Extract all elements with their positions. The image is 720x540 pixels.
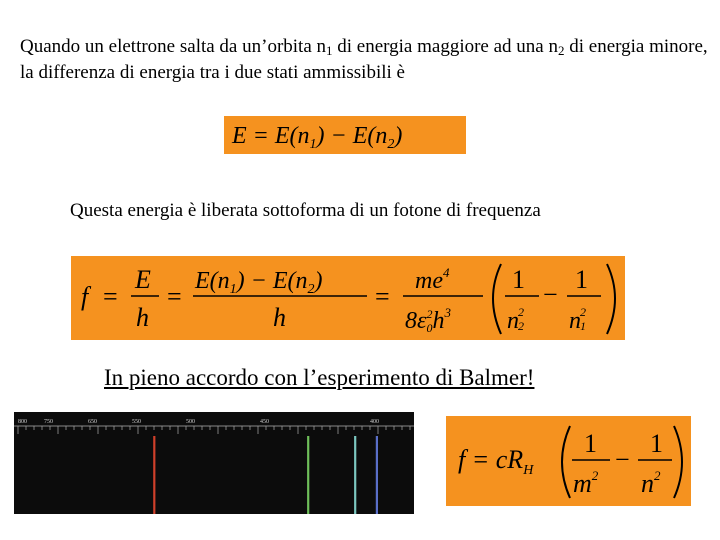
spectrum-scale-label: 550 [132, 419, 141, 425]
svg-text:h: h [273, 303, 286, 332]
svg-text:f = cRH: $f = cR_H$ [458, 445, 534, 478]
spectrum-scale-label: 650 [88, 419, 97, 425]
svg-text:m2: $m^2$ [573, 468, 599, 498]
svg-text:8ε02h3: $8\varepsilon 02h^3$ [405, 305, 451, 335]
svg-text:f: f [81, 282, 89, 311]
svg-text:me4: $me^4$ [415, 265, 450, 294]
svg-text:E = E(n1) − E(n2): $E = E(n_1) - E(n_2)$ [232, 123, 403, 152]
spectrum-scale-label: 750 [44, 419, 53, 425]
svg-text:−: − [543, 280, 558, 309]
spectrum-scale-label: 400 [370, 419, 379, 425]
svg-text:n2: $n^2$ [641, 468, 661, 498]
photon-statement: Questa energia è liberata sottoforma di un fotone di frequenza [70, 200, 541, 221]
svg-text:1: 1 [650, 429, 663, 458]
spectrum-scale-label: 500 [186, 419, 195, 425]
frequency-equation [71, 256, 625, 340]
svg-text:h: h [136, 303, 149, 332]
svg-text:E: E [135, 265, 151, 294]
svg-text:1: 1 [584, 429, 597, 458]
spectrum-scale-label: 800 [18, 419, 27, 425]
svg-text:1: 1 [575, 265, 588, 294]
energy-difference-equation [224, 116, 466, 154]
intro-paragraph: Quando un elettrone salta da un’orbita $n_1$ di energia maggiore ad una $n_2$ di energia minore, la differenza di energia tra i due stati ammissibili è [20, 36, 708, 83]
spectrum-scale-label: 450 [260, 419, 269, 425]
svg-text:=: = [167, 282, 182, 311]
balmer-statement: In pieno accordo con l’esperimento di Balmer! [104, 365, 535, 390]
svg-text:−: − [615, 445, 630, 474]
svg-text:n21: n2 1 [569, 305, 586, 334]
hydrogen-spectrum-image [14, 412, 414, 514]
svg-text:1: 1 [512, 265, 525, 294]
svg-text:=: = [103, 282, 118, 311]
svg-text:n22: n2 2 [507, 305, 524, 334]
svg-text:=: = [375, 282, 390, 311]
svg-text:E(n1) − E(n2): $E(n_1) - E(n_2)$ [195, 268, 323, 297]
rydberg-equation [446, 416, 691, 506]
